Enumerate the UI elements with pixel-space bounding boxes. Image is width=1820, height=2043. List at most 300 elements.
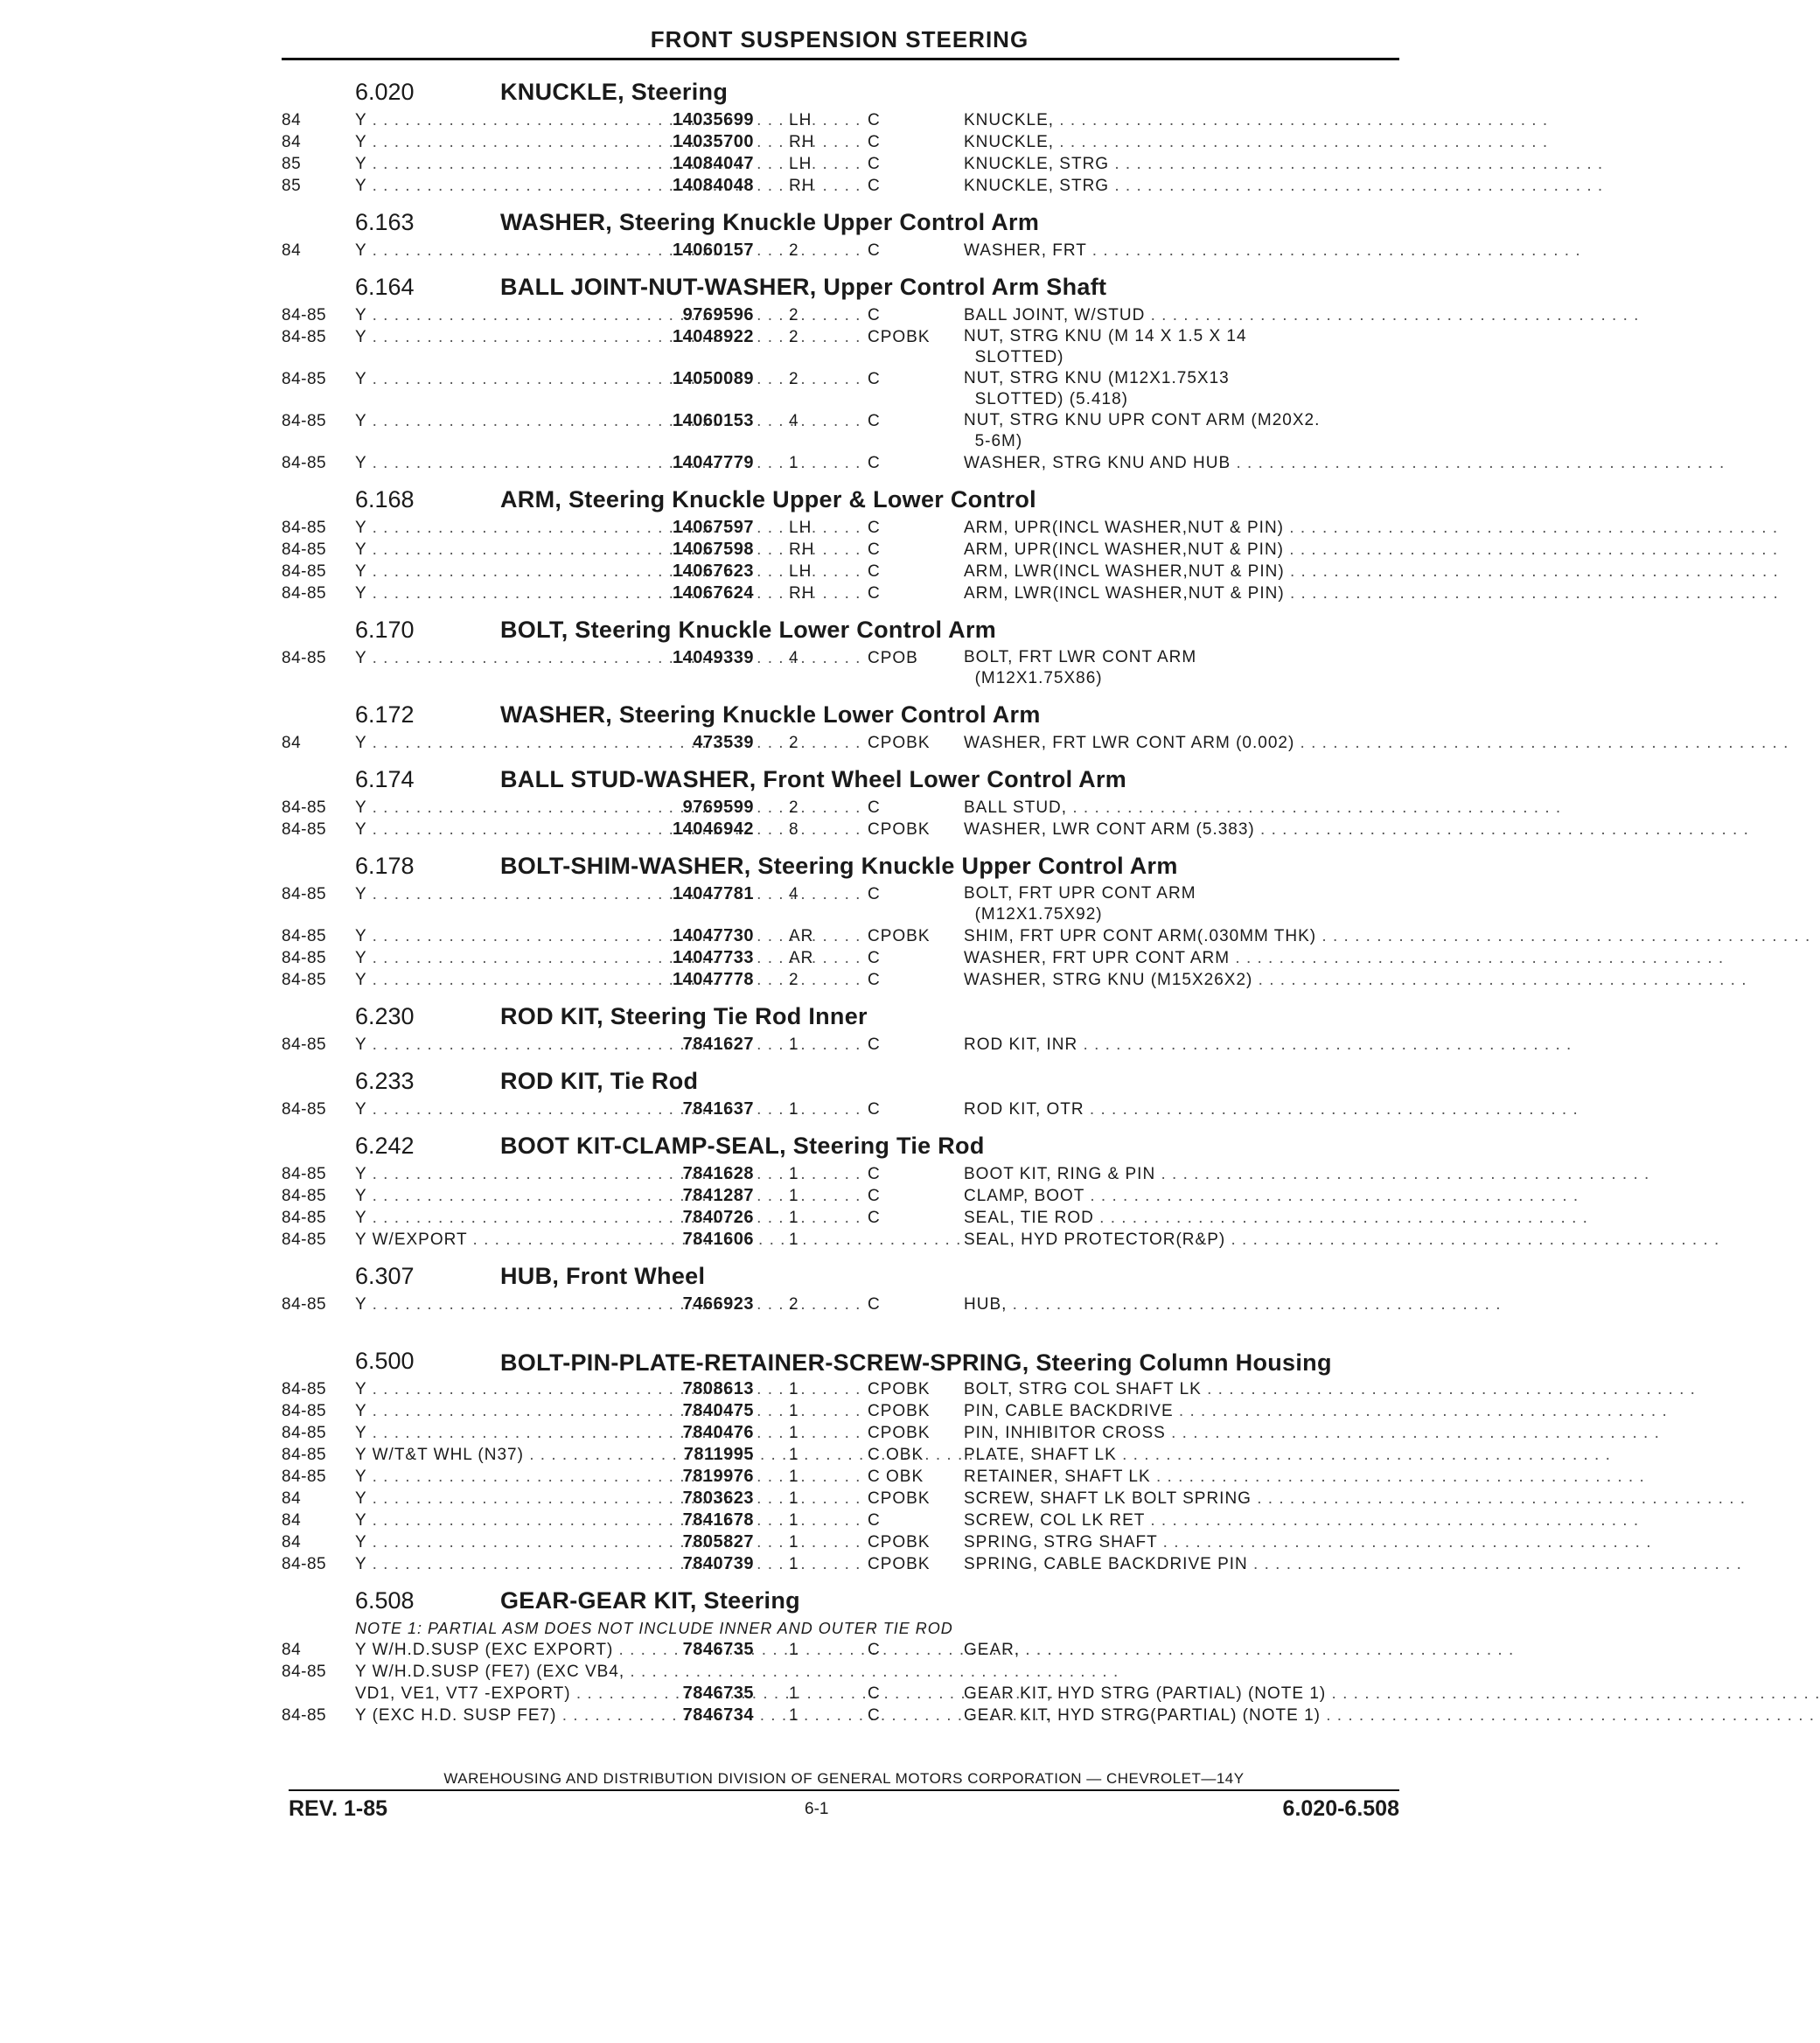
description: SPRING, CABLE BACKDRIVE PIN . . . — [964, 1553, 1401, 1575]
quantity: 2 — [789, 734, 799, 752]
part-row — [282, 1683, 1410, 1705]
section-number: 6.178 — [355, 853, 415, 879]
model-year: 84 — [282, 1641, 302, 1659]
quantity: 1 — [789, 454, 799, 472]
class-code: C — [868, 562, 881, 581]
part-row — [282, 1488, 1410, 1510]
part-number: 14067597 — [673, 518, 754, 537]
description: WASHER, STRG KNU (M15X26X2) . . . — [964, 969, 1401, 991]
part-row — [282, 1466, 1410, 1488]
section-number: 6.172 — [355, 701, 415, 728]
class-code: C — [868, 1641, 881, 1659]
section-6-508 — [282, 1580, 1410, 1726]
class-code: CPOBK — [868, 1489, 931, 1508]
quantity: 4 — [789, 885, 799, 903]
section-header — [282, 610, 1410, 647]
part-row — [282, 925, 1410, 947]
source-code: Y . . . — [355, 561, 591, 582]
model-year: 84-85 — [282, 1295, 327, 1314]
part-number: 14049339 — [673, 648, 754, 667]
section-title: BOLT-PIN-PLATE-RETAINER-SCREW-SPRING, Steering Column Housing — [500, 1349, 1332, 1376]
part-number: 14060153 — [673, 411, 754, 430]
part-row — [282, 1553, 1410, 1575]
model-year: 84-85 — [282, 562, 327, 581]
source-code: Y W/H.D.SUSP (EXC EXPORT) . . . — [355, 1639, 591, 1661]
source-code: Y . . . — [355, 969, 591, 991]
source-code: Y . . . — [355, 1034, 591, 1056]
model-year: 84 — [282, 734, 302, 752]
model-year: 84-85 — [282, 1468, 327, 1486]
class-code: CPOBK — [868, 927, 931, 945]
part-row — [282, 326, 1410, 368]
source-code: Y . . . — [355, 947, 591, 969]
model-year: 84-85 — [282, 1446, 327, 1464]
part-row — [282, 368, 1410, 410]
section-number: 6.500 — [355, 1348, 415, 1374]
section-header — [282, 759, 1410, 797]
class-code: C — [868, 949, 881, 967]
model-year: 84 — [282, 1489, 302, 1508]
quantity: 1 — [789, 1511, 799, 1530]
part-row — [282, 1444, 1410, 1466]
section-6-174 — [282, 759, 1410, 840]
part-row — [282, 410, 1410, 452]
class-code: CPOBK — [868, 328, 931, 346]
description: KNUCKLE, STRG . . . — [964, 153, 1401, 175]
model-year: 84-85 — [282, 1706, 327, 1725]
part-row — [282, 883, 1410, 925]
class-code: C — [868, 1165, 881, 1183]
section-title: ROD KIT, Tie Rod — [500, 1068, 699, 1094]
source-code: Y . . . — [355, 452, 591, 474]
footer-section-range: 6.020-6.508 — [1282, 1796, 1399, 1821]
quantity: 1 — [789, 1533, 799, 1551]
description: SEAL, TIE ROD . . . — [964, 1207, 1401, 1229]
section-title: HUB, Front Wheel — [500, 1263, 706, 1289]
part-row — [282, 1639, 1410, 1661]
model-year: 84-85 — [282, 370, 327, 388]
model-year: 84 — [282, 133, 302, 151]
source-code: Y . . . — [355, 109, 591, 131]
source-code: Y (EXC H.D. SUSP FE7) . . . — [355, 1705, 591, 1726]
section-header — [282, 1321, 1410, 1378]
model-year: 84-85 — [282, 949, 327, 967]
part-row — [282, 109, 1410, 131]
class-code: C — [868, 584, 881, 603]
description: SPRING, STRG SHAFT . . . — [964, 1531, 1401, 1553]
description: PIN, CABLE BACKDRIVE . . . — [964, 1400, 1401, 1422]
description: GEAR KIT, HYD STRG (PARTIAL) (NOTE 1) . . . — [964, 1683, 1401, 1705]
model-year: 84-85 — [282, 540, 327, 559]
source-code: Y . . . — [355, 1553, 591, 1575]
section-title: BOOT KIT-CLAMP-SEAL, Steering Tie Rod — [500, 1133, 985, 1159]
part-row — [282, 1293, 1410, 1315]
part-row — [282, 175, 1410, 197]
class-code: C — [868, 1511, 881, 1530]
part-row — [282, 1185, 1410, 1207]
quantity: 1 — [789, 1035, 799, 1054]
part-row — [282, 452, 1410, 474]
section-header — [282, 202, 1410, 240]
description: SCREW, COL LK RET . . . — [964, 1510, 1401, 1531]
part-row — [282, 1163, 1410, 1185]
class-code: C — [868, 1684, 881, 1703]
part-row — [282, 732, 1410, 754]
description: SHIM, FRT UPR CONT ARM(.030MM THK) . . . — [964, 925, 1401, 947]
model-year: 84 — [282, 111, 302, 129]
quantity: RH — [789, 540, 815, 559]
description: WASHER, FRT . . . — [964, 240, 1401, 261]
part-row — [282, 1229, 1410, 1251]
section-6-242 — [282, 1126, 1410, 1251]
quantity: 2 — [789, 971, 799, 989]
part-number: 14060157 — [673, 241, 754, 260]
part-number: 7811995 — [683, 1445, 754, 1464]
part-row — [282, 1510, 1410, 1531]
part-number: 7840739 — [682, 1554, 754, 1573]
part-row — [282, 240, 1410, 261]
model-year: 84-85 — [282, 885, 327, 903]
part-number: 14084047 — [673, 154, 754, 173]
source-code: Y . . . — [355, 1510, 591, 1531]
source-code: Y . . . — [355, 797, 591, 819]
description: KNUCKLE, . . . — [964, 131, 1401, 153]
source-code: Y . . . — [355, 304, 591, 326]
part-number: 14047778 — [673, 970, 754, 989]
section-number: 6.508 — [355, 1587, 415, 1614]
class-code: C — [868, 540, 881, 559]
source-code: Y . . . — [355, 410, 591, 432]
model-year: 84-85 — [282, 1165, 327, 1183]
class-code: C — [868, 133, 881, 151]
footer-revision: REV. 1-85 — [289, 1796, 388, 1821]
description: RETAINER, SHAFT LK . . . — [964, 1466, 1401, 1488]
quantity: 1 — [789, 1555, 799, 1573]
part-row — [282, 1661, 1410, 1683]
section-title: GEAR-GEAR KIT, Steering — [500, 1587, 800, 1614]
model-year: 84-85 — [282, 1663, 327, 1681]
part-number: 7841606 — [682, 1230, 754, 1249]
part-row — [282, 1098, 1410, 1120]
class-code: C — [868, 241, 881, 260]
part-row — [282, 1705, 1410, 1726]
model-year: 85 — [282, 177, 302, 195]
part-row — [282, 1400, 1410, 1422]
class-code: C — [868, 519, 881, 537]
part-row — [282, 561, 1410, 582]
description: NUT, STRG KNU (M 14 X 1.5 X 14 SLOTTED) — [964, 327, 1247, 366]
quantity: 4 — [789, 649, 799, 667]
part-row — [282, 819, 1410, 840]
quantity: 2 — [789, 328, 799, 346]
part-number: 473539 — [693, 733, 754, 752]
class-code: CPOBK — [868, 1424, 931, 1442]
header-rule — [282, 58, 1399, 60]
source-code: Y W/EXPORT . . . — [355, 1229, 591, 1251]
model-year: 84-85 — [282, 1100, 327, 1119]
part-number: 14035699 — [673, 110, 754, 129]
section-number: 6.170 — [355, 617, 415, 643]
source-code: Y . . . — [355, 647, 591, 669]
quantity: 1 — [789, 1641, 799, 1659]
quantity: 2 — [789, 241, 799, 260]
source-code: VD1, VE1, VT7 -EXPORT) . . . — [355, 1683, 591, 1705]
class-code: C — [868, 1100, 881, 1119]
section-number: 6.163 — [355, 209, 415, 235]
class-code: C — [868, 1295, 881, 1314]
section-header — [282, 1126, 1410, 1163]
part-row — [282, 947, 1410, 969]
part-row — [282, 539, 1410, 561]
quantity: LH — [789, 111, 812, 129]
section-6-233 — [282, 1061, 1410, 1120]
quantity: 2 — [789, 306, 799, 324]
part-number: 14047733 — [673, 948, 754, 967]
section-title: KNUCKLE, Steering — [500, 79, 729, 105]
section-header — [282, 1256, 1410, 1293]
part-row — [282, 517, 1410, 539]
quantity: 4 — [789, 412, 799, 430]
source-code: Y . . . — [355, 1422, 591, 1444]
model-year: 84-85 — [282, 306, 327, 324]
model-year: 84-85 — [282, 971, 327, 989]
section-title: ROD KIT, Steering Tie Rod Inner — [500, 1003, 868, 1029]
description: SCREW, SHAFT LK BOLT SPRING . . . — [964, 1488, 1401, 1510]
section-header — [282, 1061, 1410, 1098]
part-number: 7841287 — [682, 1186, 754, 1205]
description: ROD KIT, OTR . . . — [964, 1098, 1401, 1120]
part-number: 14050089 — [673, 369, 754, 388]
section-title: BOLT-SHIM-WASHER, Steering Knuckle Upper Control Arm — [500, 853, 1178, 879]
section-6-500 — [282, 1321, 1410, 1575]
parts-list — [282, 72, 1410, 1732]
quantity: 1 — [789, 1468, 799, 1486]
part-row — [282, 304, 1410, 326]
quantity: LH — [789, 519, 812, 537]
section-6-170 — [282, 610, 1410, 689]
section-title: ARM, Steering Knuckle Upper & Lower Control — [500, 486, 1036, 512]
section-number: 6.174 — [355, 766, 415, 792]
source-code: Y . . . — [355, 819, 591, 840]
description: BOLT, STRG COL SHAFT LK . . . — [964, 1378, 1401, 1400]
source-code: Y . . . — [355, 1488, 591, 1510]
class-code: CPOBK — [868, 820, 931, 839]
quantity: LH — [789, 155, 812, 173]
class-code: C — [868, 1209, 881, 1227]
model-year: 84-85 — [282, 1555, 327, 1573]
page-title: FRONT SUSPENSION STEERING — [650, 26, 1029, 52]
model-year: 84 — [282, 1511, 302, 1530]
model-year: 84 — [282, 1533, 302, 1551]
part-number: 7840476 — [682, 1423, 754, 1442]
description: ARM, UPR(INCL WASHER,NUT & PIN) . . . — [964, 517, 1401, 539]
description: ARM, UPR(INCL WASHER,NUT & PIN) . . . — [964, 539, 1401, 561]
source-code: Y . . . — [355, 240, 591, 261]
description: GEAR KIT, HYD STRG(PARTIAL) (NOTE 1) . . . — [964, 1705, 1401, 1726]
quantity: 2 — [789, 1295, 799, 1314]
section-number: 6.233 — [355, 1068, 415, 1094]
description: ROD KIT, INR . . . — [964, 1034, 1401, 1056]
class-code: C — [868, 1035, 881, 1054]
part-number: 14046942 — [673, 819, 754, 839]
section-number: 6.168 — [355, 486, 415, 512]
description: NUT, STRG KNU UPR CONT ARM (M20X2. 5-6M) — [964, 411, 1321, 450]
model-year: 84-85 — [282, 1209, 327, 1227]
quantity: 1 — [789, 1187, 799, 1205]
source-code: Y . . . — [355, 1098, 591, 1120]
description: KNUCKLE, STRG . . . — [964, 175, 1401, 197]
section-title: BOLT, Steering Knuckle Lower Control Arm — [500, 617, 997, 643]
source-code: Y . . . — [355, 368, 591, 390]
class-code: CPOBK — [868, 1555, 931, 1573]
part-number: 14067623 — [673, 561, 754, 581]
description: ARM, LWR(INCL WASHER,NUT & PIN) . . . — [964, 582, 1401, 604]
class-code: C — [868, 370, 881, 388]
section-number: 6.020 — [355, 79, 415, 105]
model-year: 84-85 — [282, 584, 327, 603]
part-number: 7841627 — [682, 1035, 754, 1054]
class-code: CPOBK — [868, 1380, 931, 1398]
section-6-230 — [282, 996, 1410, 1056]
section-header — [282, 267, 1410, 304]
section-header — [282, 996, 1410, 1034]
model-year: 84-85 — [282, 927, 327, 945]
section-header — [282, 1580, 1410, 1618]
part-row — [282, 1531, 1410, 1553]
model-year: 84-85 — [282, 519, 327, 537]
description: WASHER, FRT LWR CONT ARM (0.002) . . . — [964, 732, 1401, 754]
description: ARM, LWR(INCL WASHER,NUT & PIN) . . . — [964, 561, 1401, 582]
model-year: 84-85 — [282, 412, 327, 430]
description: PLATE, SHAFT LK . . . — [964, 1444, 1401, 1466]
source-code: Y . . . — [355, 1163, 591, 1185]
quantity: 1 — [789, 1100, 799, 1119]
source-code: Y . . . — [355, 1185, 591, 1207]
quantity: LH — [789, 562, 812, 581]
model-year: 84-85 — [282, 1402, 327, 1420]
source-code: Y . . . — [355, 326, 591, 348]
part-number: 14084048 — [673, 176, 754, 195]
section-number: 6.164 — [355, 274, 415, 300]
part-number: 7819976 — [682, 1467, 754, 1486]
class-code: CPOBK — [868, 734, 931, 752]
class-code: C OBK — [868, 1446, 924, 1464]
source-code: Y . . . — [355, 1293, 591, 1315]
part-number: 7841628 — [682, 1164, 754, 1183]
part-number: 7840475 — [682, 1401, 754, 1420]
part-row — [282, 582, 1410, 604]
class-code: C — [868, 306, 881, 324]
description: KNUCKLE, . . . — [964, 109, 1401, 131]
description: BALL JOINT, W/STUD . . . — [964, 304, 1401, 326]
description: GEAR, . . . — [964, 1639, 1401, 1661]
model-year: 84-85 — [282, 1187, 327, 1205]
part-row — [282, 1422, 1410, 1444]
quantity: 2 — [789, 798, 799, 817]
quantity: 1 — [789, 1706, 799, 1725]
part-row — [282, 153, 1410, 175]
section-6-020 — [282, 72, 1410, 197]
section-header — [282, 694, 1410, 732]
part-number: 14047781 — [673, 884, 754, 903]
part-number: 7803623 — [682, 1489, 754, 1508]
section-title: BALL STUD-WASHER, Front Wheel Lower Control Arm — [500, 766, 1127, 792]
section-header — [282, 479, 1410, 517]
part-number: 7466923 — [682, 1294, 754, 1314]
section-number: 6.242 — [355, 1133, 415, 1159]
source-code: Y . . . — [355, 1400, 591, 1422]
section-6-168 — [282, 479, 1410, 604]
source-code: Y . . . — [355, 153, 591, 175]
part-row — [282, 797, 1410, 819]
model-year: 84-85 — [282, 798, 327, 817]
quantity: RH — [789, 177, 815, 195]
model-year: 84-85 — [282, 820, 327, 839]
class-code: C — [868, 971, 881, 989]
quantity: 1 — [789, 1231, 799, 1249]
section-number: 6.307 — [355, 1263, 415, 1289]
source-code: Y . . . — [355, 883, 591, 905]
description: WASHER, STRG KNU AND HUB . . . — [964, 452, 1401, 474]
description: BOOT KIT, RING & PIN . . . — [964, 1163, 1401, 1185]
part-number: 14067624 — [673, 583, 754, 603]
source-code: Y . . . — [355, 1207, 591, 1229]
part-number: 7808613 — [682, 1379, 754, 1398]
description: CLAMP, BOOT . . . — [964, 1185, 1401, 1207]
class-code: C — [868, 412, 881, 430]
description: BOLT, FRT UPR CONT ARM (M12X1.75X92) — [964, 884, 1196, 924]
part-number: 7841637 — [682, 1099, 754, 1119]
part-number: 7841678 — [682, 1510, 754, 1530]
model-year: 84-85 — [282, 454, 327, 472]
part-number: 14047779 — [673, 453, 754, 472]
class-code: C — [868, 111, 881, 129]
quantity: 1 — [789, 1402, 799, 1420]
model-year: 84-85 — [282, 1035, 327, 1054]
section-6-307 — [282, 1256, 1410, 1315]
class-code: C — [868, 454, 881, 472]
source-code: Y W/H.D.SUSP (FE7) (EXC VB4, . . . — [355, 1661, 591, 1683]
source-code: Y . . . — [355, 175, 591, 197]
description: HUB, . . . — [964, 1293, 1401, 1315]
quantity: 1 — [789, 1209, 799, 1227]
source-code: Y . . . — [355, 1378, 591, 1400]
description: PIN, INHIBITOR CROSS . . . — [964, 1422, 1401, 1444]
part-row — [282, 1378, 1410, 1400]
class-code: C — [868, 1187, 881, 1205]
description: BOLT, FRT LWR CONT ARM (M12X1.75X86) — [964, 648, 1197, 687]
quantity: 2 — [789, 370, 799, 388]
model-year: 84-85 — [282, 1424, 327, 1442]
model-year: 84-85 — [282, 328, 327, 346]
source-code: Y . . . — [355, 131, 591, 153]
source-code: Y . . . — [355, 539, 591, 561]
part-number: 7846735 — [682, 1640, 754, 1659]
quantity: 1 — [789, 1380, 799, 1398]
section-6-164 — [282, 267, 1410, 474]
source-code: Y . . . — [355, 925, 591, 947]
quantity: AR — [789, 927, 814, 945]
part-number: 7846735 — [682, 1684, 754, 1703]
part-number: 7805827 — [682, 1532, 754, 1551]
class-code: CPOBK — [868, 1533, 931, 1551]
class-code: C — [868, 798, 881, 817]
part-row — [282, 131, 1410, 153]
section-6-178 — [282, 846, 1410, 991]
part-number: 9769599 — [682, 798, 754, 817]
part-number: 14067598 — [673, 540, 754, 559]
quantity: RH — [789, 584, 815, 603]
